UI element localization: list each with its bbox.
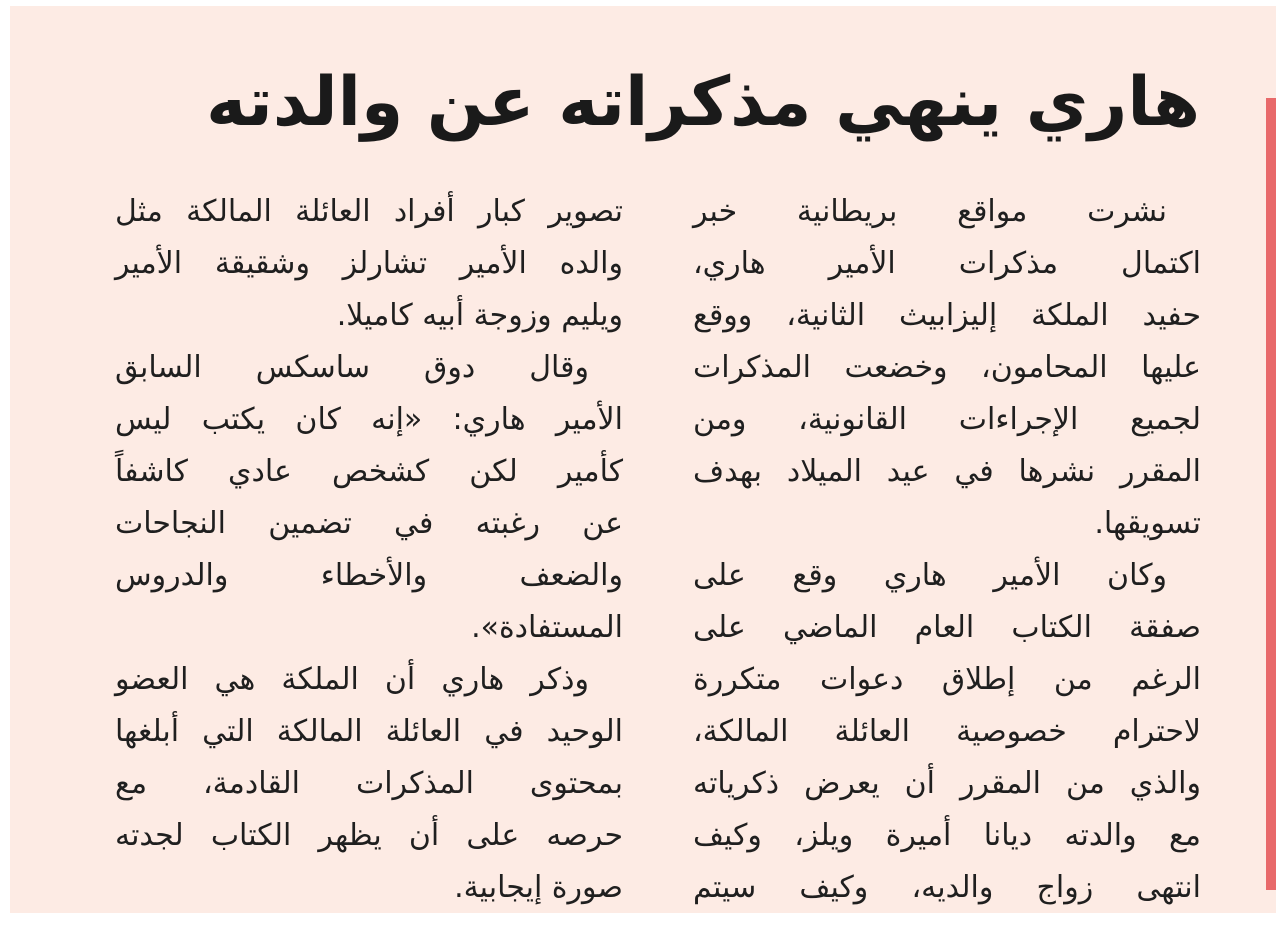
- paragraph-line: نشرت مواقع بريطانية خبر: [693, 194, 1167, 229]
- paragraph-line: المقرر نشرها في عيد الميلاد بهدف: [693, 454, 1201, 489]
- paragraph-line: عليها المحامون، وخضعت المذكرات: [693, 350, 1201, 385]
- paragraph-line: صورة إيجابية.: [454, 870, 623, 905]
- paragraph-line: بمحتوى المذكرات القادمة، مع: [115, 766, 623, 801]
- article-column-right: [693, 186, 1201, 913]
- paragraph-line: حرصه على أن يظهر الكتاب لجدته: [115, 818, 623, 853]
- paragraph-line: والده الأمير تشارلز وشقيقة الأمير: [115, 246, 623, 281]
- accent-bar: [1266, 98, 1276, 890]
- paragraph-line: والضعف والأخطاء والدروس: [115, 558, 623, 593]
- paragraph-line: الرغم من إطلاق دعوات متكررة: [693, 662, 1201, 697]
- paragraph-line: مع والدته ديانا أميرة ويلز، وكيف: [693, 818, 1201, 853]
- paragraph-line: وكان الأمير هاري وقع على: [693, 558, 1167, 593]
- paragraph-line: لجميع الإجراءات القانونية، ومن: [693, 402, 1201, 437]
- paragraph-line: انتهى زواج والديه، وكيف سيتم: [693, 870, 1201, 905]
- article-column-left: [115, 186, 623, 913]
- paragraph-line: لاحترام خصوصية العائلة المالكة،: [693, 714, 1201, 749]
- paragraph-line: تصوير كبار أفراد العائلة المالكة مثل: [115, 194, 623, 229]
- paragraph-line: وذكر هاري أن الملكة هي العضو: [115, 662, 589, 697]
- paragraph-line: كأمير لكن كشخص عادي كاشفاً: [115, 454, 623, 489]
- paragraph-line: صفقة الكتاب العام الماضي على: [693, 610, 1201, 645]
- paragraph-line: ويليم وزوجة أبيه كاميلا.: [336, 298, 623, 333]
- paragraph-line: عن رغبته في تضمين النجاحات: [115, 506, 623, 541]
- paragraph-line: الأمير هاري: «إنه كان يكتب ليس: [115, 402, 623, 437]
- paragraph-line: والذي من المقرر أن يعرض ذكرياته: [693, 766, 1201, 801]
- paragraph-line: تسويقها.: [1094, 506, 1201, 541]
- paragraph-line: اكتمال مذكرات الأمير هاري،: [693, 246, 1201, 281]
- paragraph-line: الوحيد في العائلة المالكة التي أبلغها: [115, 714, 623, 749]
- article-headline: هاري ينهي مذكراته عن والدته: [206, 63, 1200, 142]
- paragraph-line: حفيد الملكة إليزابيث الثانية، ووقع: [693, 298, 1201, 333]
- paragraph-line: وقال دوق ساسكس السابق: [115, 350, 589, 385]
- paragraph-line: المستفادة».: [471, 610, 623, 645]
- article-panel: [10, 6, 1276, 913]
